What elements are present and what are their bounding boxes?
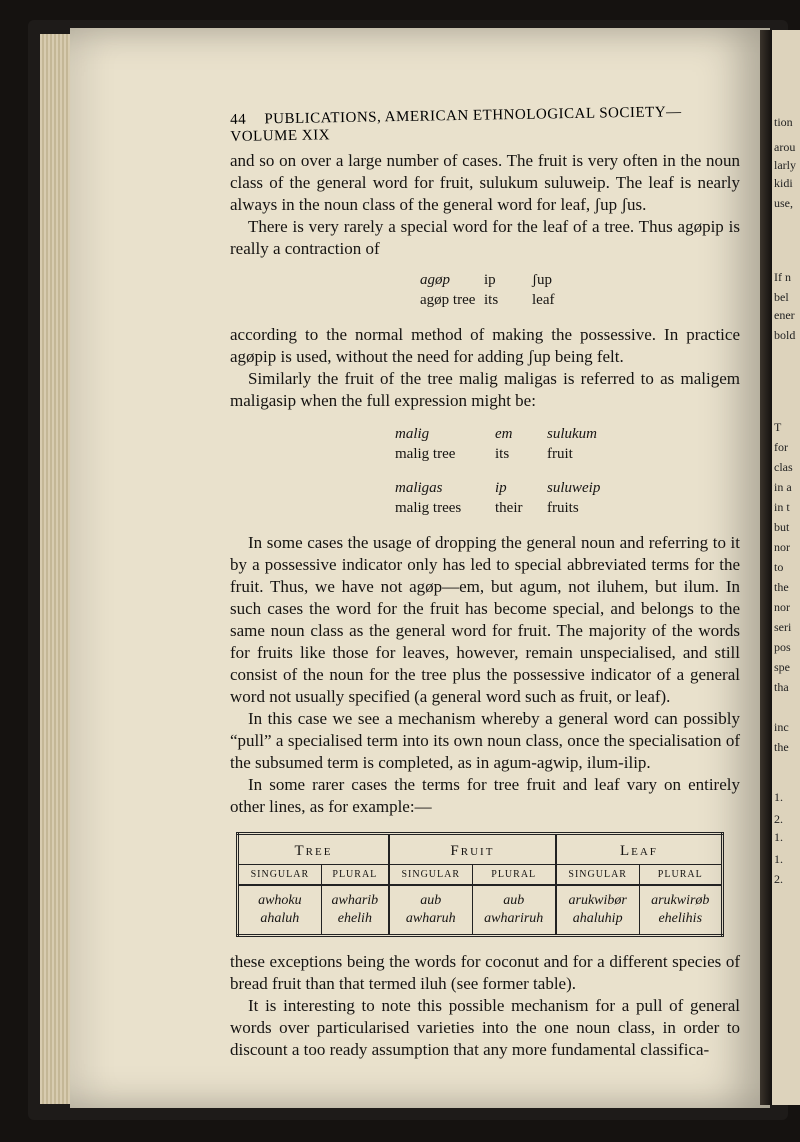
table-cell: aub awharuh — [389, 885, 472, 936]
table-subheader: SINGULAR — [556, 865, 639, 886]
tree-fruit-leaf-table — [236, 832, 724, 937]
example-cell: leaf — [532, 292, 555, 308]
facing-page-text-fragment: inc — [774, 720, 789, 734]
facing-page-text-fragment: tha — [774, 680, 789, 694]
facing-page-text-fragment: pos — [774, 640, 791, 654]
facing-page-text-fragment: nor — [774, 600, 790, 614]
example-cell: malig tree — [395, 446, 456, 462]
table-cell: awhoku ahaluh — [238, 885, 322, 936]
paragraph-9: It is interesting to note this possible mechanism for a pull of general words over particularised varieties into the one noun class, in order to discount a too ready assumption that any more fundamental classifica- — [230, 996, 740, 1059]
facing-page-text-fragment: in a — [774, 480, 792, 494]
example-cell: ʃup — [532, 272, 552, 288]
table-subheader: PLURAL — [472, 865, 556, 886]
running-title: PUBLICATIONS, AMERICAN ETHNOLOGICAL SOCIETY—VOLUME XIX — [230, 104, 682, 145]
facing-page-text-fragment: kidi — [774, 176, 793, 190]
table-cell: aub awhariruh — [472, 885, 556, 936]
example-cell: ip — [495, 480, 507, 496]
facing-page-text-fragment: 2. — [774, 872, 783, 886]
paragraph-5: In some cases the usage of dropping the general noun and referring to it by a possessive indicator only has led to special abbreviated terms for the fruit. Thus, we have not agøp—em, but agum, not iluhem, but ilum. In such cases the word for the fruit has become special, and belongs to the same noun class as the general word for fruit. The majority of the words for fruits like those for leaves, however, remain unspecialised, and still consist of the noun for the tree plus the possessive indicator of a general word not usually specified (a general word such as fruit, or leaf). — [230, 533, 740, 706]
paragraph-1: and so on over a large number of cases. The fruit is very often in the noun class of the general word for fruit, sulukum suluweip. The leaf is nearly always in the noun class of the general word for leaf, ʃup ʃus. — [230, 151, 740, 214]
example-cell: agøp tree — [420, 292, 476, 308]
paragraph-6: In this case we see a mechanism whereby a general word can possibly “pull” a specialised term into its own noun class, once the specialisation of the subsumed term is completed, as in agum-agwip, ilum-ilip. — [230, 709, 740, 772]
facing-page-text-fragment: use, — [774, 196, 793, 210]
facing-page-text-fragment: in t — [774, 500, 790, 514]
facing-page-text-fragment: nor — [774, 540, 790, 554]
facing-page-text-fragment: 1. — [774, 790, 783, 804]
facing-page-text-fragment: bel — [774, 290, 789, 304]
page-number: 44 — [230, 111, 247, 128]
table-subheader: SINGULAR — [238, 865, 322, 886]
facing-page-text-fragment: seri — [774, 620, 792, 634]
example-cell: malig trees — [395, 500, 462, 516]
facing-page-text-fragment: tion — [774, 115, 793, 129]
facing-page-text-fragment: 1. — [774, 852, 783, 866]
example-cell: malig — [395, 426, 430, 442]
table-subheader: PLURAL — [639, 865, 723, 886]
facing-page-text-fragment: the — [774, 580, 789, 594]
table-group-header: Leaf — [556, 834, 723, 865]
facing-page-text-fragment: for — [774, 440, 788, 454]
facing-page-text-fragment: spe — [774, 660, 790, 674]
paragraph-3: according to the normal method of making the possessive. In practice agøpip is used, without the need for adding ʃup being felt. — [230, 325, 740, 366]
table-cell: awharib ehelih — [321, 885, 389, 936]
facing-page-text-fragment: arou — [774, 140, 796, 154]
facing-page-text-fragment: larly — [774, 158, 796, 172]
example-cell: fruit — [547, 446, 573, 462]
facing-page-text-fragment: the — [774, 740, 789, 754]
facing-page-text-fragment: ener — [774, 308, 795, 322]
example-cell: ip — [484, 272, 496, 288]
facing-page-text-fragment: If n — [774, 270, 791, 284]
example-cell: its — [495, 446, 510, 462]
table-cell: arukwibør ahaluhip — [556, 885, 639, 936]
paragraph-4: Similarly the fruit of the tree malig maligas is referred to as maligem maligasip when the full expression might be: — [230, 369, 740, 410]
paragraph-2: There is very rarely a special word for the leaf of a tree. Thus agøpip is really a contraction of — [230, 217, 740, 258]
paragraph-8: these exceptions being the words for coconut and for a different species of bread fruit than that termed iluh (see former table). — [230, 952, 740, 993]
example-cell: agøp — [420, 272, 450, 288]
table-cell: arukwirøb ehelihis — [639, 885, 723, 936]
facing-page-text-fragment: bold — [774, 328, 796, 342]
example-agop — [420, 270, 740, 310]
page-body — [230, 150, 740, 1061]
table-subheader: SINGULAR — [389, 865, 472, 886]
table-row — [238, 885, 723, 936]
example-cell: suluweip — [547, 480, 601, 496]
table-subheader: PLURAL — [321, 865, 389, 886]
facing-page-text-fragment: to — [774, 560, 784, 574]
example-cell: their — [495, 500, 523, 516]
example-cell: fruits — [547, 500, 579, 516]
example-malig — [395, 424, 740, 518]
table-group-header: Fruit — [389, 834, 556, 865]
example-cell: its — [484, 292, 499, 308]
example-cell: sulukum — [547, 426, 597, 442]
example-cell: maligas — [395, 480, 443, 496]
facing-page-text-fragment: 1. — [774, 830, 783, 844]
facing-page-text-fragment: 2. — [774, 812, 783, 826]
facing-page-text-fragment: but — [774, 520, 790, 534]
facing-page-fragment — [772, 30, 800, 1105]
paragraph-7: In some rarer cases the terms for tree fruit and leaf vary on entirely other lines, as for example:— — [230, 775, 740, 816]
example-cell: em — [495, 426, 513, 442]
facing-page-text-fragment: clas — [774, 460, 793, 474]
table-group-header: Tree — [294, 843, 333, 859]
facing-page-text-fragment: T — [774, 420, 782, 434]
